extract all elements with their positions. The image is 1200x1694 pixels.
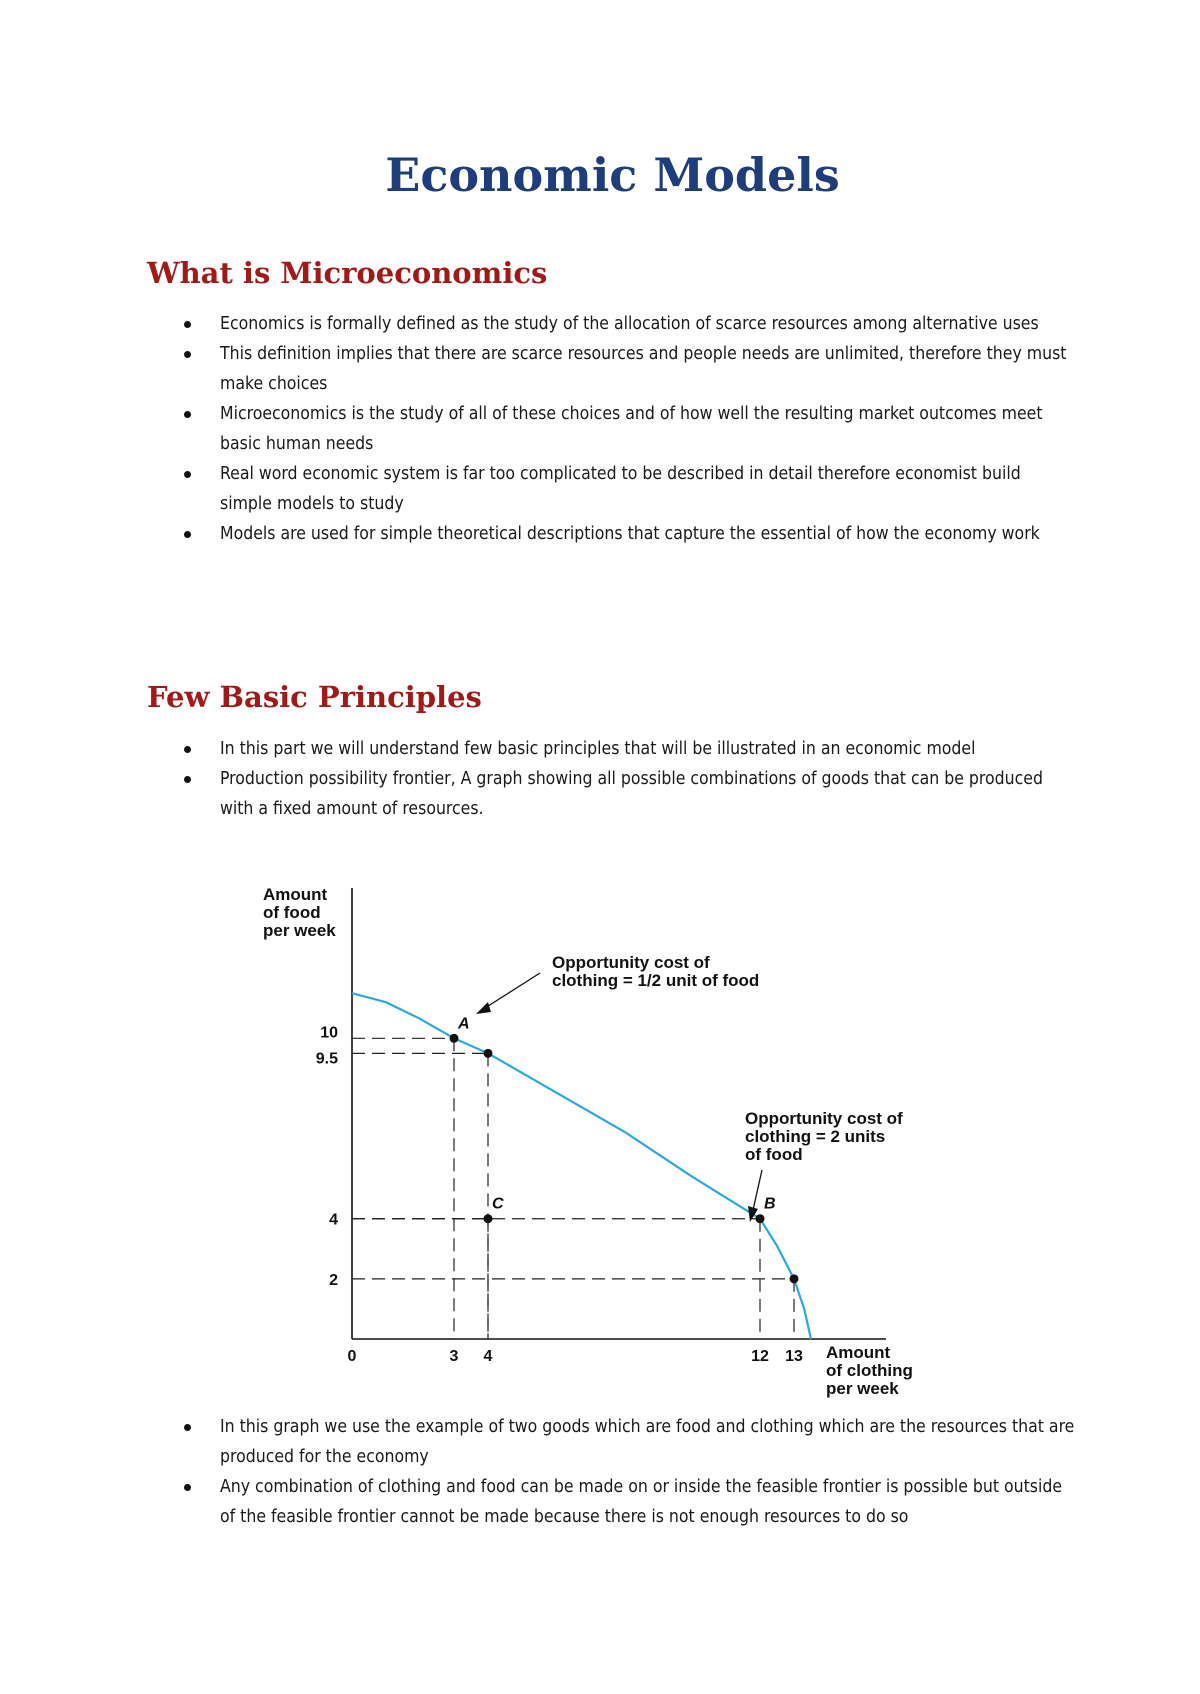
y-tick-label: 9.5 [315,1050,338,1068]
list-item-text: Economics is formally defined as the study of the allocation of scarce resources among alternative uses [220,314,1039,334]
list-item-text: In this part we will understand few basic principles that will be illustrated in an economic model [220,739,976,759]
list-item [175,519,1075,549]
list-item [175,459,1075,519]
x-tick-label: 0 [347,1348,357,1365]
y-axis-label-line: of food [263,903,321,922]
production-possibility-chart [250,880,930,1400]
section-heading-microeconomics: What is Microeconomics [147,256,548,290]
annotation-text-line: clothing = 1/2 unit of food [552,971,760,990]
frontier-curve [352,993,811,1339]
annotation-text-line: Opportunity cost of [552,953,710,972]
list-item [175,309,1075,339]
y-axis-label-line: per week [263,921,336,940]
x-axis-label-line: per week [826,1379,899,1398]
point-label: A [458,1015,470,1033]
list-item [175,1472,1075,1532]
microeconomics-bullet-list [175,309,1075,549]
data-point [790,1274,799,1283]
bullet-icon [184,531,191,538]
list-item-text: Any combination of clothing and food can be made on or inside the feasible frontier is possible but outside of the feasible frontier cannot be made because there is not enough resources to do so [220,1477,1063,1527]
list-item-text: This definition implies that there are scarce resources and people needs are unlimited, therefore they must make choices [220,344,1067,394]
arrow-head-icon [476,1002,491,1014]
list-item [175,339,1075,399]
section-heading-basic-principles: Few Basic Principles [147,680,482,714]
principles-bullet-list [175,734,1075,824]
data-point [484,1049,493,1058]
y-tick-label: 4 [329,1211,338,1229]
list-item-text: Microeconomics is the study of all of these choices and of how well the resulting market outcomes meet basic human needs [220,404,1043,454]
x-tick-label: 3 [449,1348,459,1365]
x-tick-label: 12 [751,1348,769,1365]
list-item [175,1412,1075,1472]
x-tick-label: 13 [785,1348,803,1365]
list-item-text: Models are used for simple theoretical descriptions that capture the essential of how the economy work [220,524,1040,544]
graph-explanation-bullet-list [175,1412,1075,1532]
x-axis-label-line: of clothing [826,1361,913,1380]
list-item [175,764,1075,824]
bullet-icon [184,321,191,328]
x-tick-label: 4 [483,1348,493,1365]
bullet-icon [184,1424,191,1431]
list-item-text: Real word economic system is far too complicated to be described in detail therefore economist build simple models to study [220,464,1021,514]
annotation-arrow [753,1170,762,1210]
list-item [175,734,1075,764]
data-point [484,1214,493,1223]
bullet-icon [184,411,191,418]
y-axis-label-line: Amount [263,885,328,904]
bullet-icon [184,776,191,783]
x-axis-label-line: Amount [826,1343,891,1362]
data-point [450,1034,459,1043]
point-label: C [492,1195,504,1213]
data-point [756,1214,765,1223]
annotation-text-line: of food [745,1145,803,1164]
annotation-arrow [485,973,540,1008]
list-item-text: In this graph we use the example of two goods which are food and clothing which are the resources that are produced for the economy [220,1417,1075,1467]
bullet-icon [184,1484,191,1491]
y-tick-label: 10 [320,1024,338,1042]
list-item-text: Production possibility frontier, A graph showing all possible combinations of goods that can be produced with a fixed amount of resources. [220,769,1043,819]
bullet-icon [184,746,191,753]
list-item [175,399,1075,459]
document-title: Economic Models [385,148,840,202]
y-tick-label: 2 [329,1271,338,1289]
bullet-icon [184,351,191,358]
bullet-icon [184,471,191,478]
annotation-text-line: Opportunity cost of [745,1109,903,1128]
point-label: B [764,1195,776,1213]
annotation-text-line: clothing = 2 units [745,1127,886,1146]
